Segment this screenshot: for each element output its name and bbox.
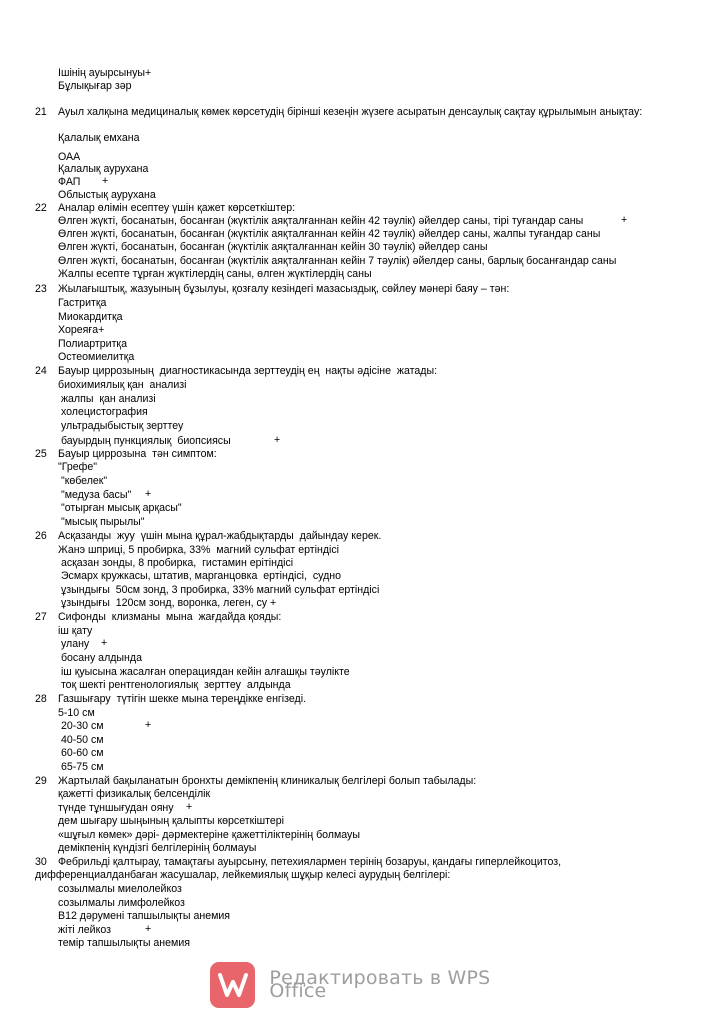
answer-option: қажетті физикалық белсенділік — [58, 788, 211, 800]
question-number: 23 — [35, 283, 47, 295]
wps-logo-icon — [210, 962, 255, 1008]
answer-option: ұзындығы 120см зонд, воронка, леген, су + — [58, 597, 277, 609]
correct-mark: + — [101, 637, 108, 649]
answer-option: ФАП — [58, 176, 81, 188]
question-number: 27 — [35, 611, 47, 623]
question-number: 28 — [35, 693, 47, 705]
question-text: Сифонды клизманы мына жағдайда қояды: — [58, 611, 282, 623]
wps-logo-glyph — [216, 970, 250, 1000]
answer-option: жіті лейкоз — [58, 924, 111, 936]
correct-mark: + — [274, 434, 281, 446]
question-text-continued: дифференциалданбаған жасушалар, лейкемиялық шұқыр келесі аурудың белгілері: — [35, 869, 451, 881]
wps-edit-link[interactable]: Редактировать в WPS Office — [269, 967, 491, 1002]
answer-option: «шұғыл көмек» дәрі- дәрмектеріне қажеттіліктерінің болмауы — [58, 829, 360, 841]
answer-option: босану алдында — [58, 652, 142, 664]
answer-option: улану — [58, 638, 90, 650]
answer-option: Өлген жүкті, босанатын, босанған (жүктілік аяқталғаннан кейін 42 тәулік) әйелдер саны, тірі туғандар саны — [58, 215, 584, 227]
question-number: 21 — [35, 106, 47, 118]
answer-option: "отырған мысық арқасы" — [58, 502, 182, 514]
answer-option: Миокардитқа — [58, 311, 123, 323]
question-text: Бауыр циррозына тән симптом: — [58, 448, 217, 460]
answer-option: "көбелек" — [58, 475, 108, 487]
question-number: 30 — [35, 856, 47, 868]
answer-option: Өлген жүкті, босанатын, босанған (жүктілік аяқталғаннан кейін 42 тәулік) әйелдер саны, жалпы туғандар саны — [58, 228, 601, 240]
answer-option: ультрадыбыстық зерттеу — [58, 420, 184, 432]
answer-option: 60-60 см — [58, 747, 104, 759]
answer-option: ұзындығы 50см зонд, 3 пробирка, 33% магний сульфат ертіндісі — [58, 584, 380, 596]
answer-option: түнде тұншығудан ояну — [58, 802, 174, 814]
question-text: Газшығару түтігін шекке мына тереңдікке енгізеді. — [58, 693, 307, 705]
question-number: 22 — [35, 202, 47, 214]
answer-option: 5-10 см — [58, 707, 95, 719]
question-number: 26 — [35, 530, 47, 542]
answer-option: дем шығару шыңының қалыпты көрсеткіштері — [58, 815, 284, 827]
correct-mark: + — [186, 801, 193, 813]
answer-option: Полиартритқа — [58, 338, 127, 350]
answer-option: 40-50 см — [58, 734, 104, 746]
question-number: 24 — [35, 365, 47, 377]
answer-option: Остеомиелитқа — [58, 351, 135, 363]
question-text: Жартылай бақыланатын бронхты демікпенің клиникалық белгілері болып табылады: — [58, 775, 477, 787]
answer-option: созылмалы миелолейкоз — [58, 883, 182, 895]
answer-option: Гастритқа — [58, 297, 107, 309]
answer-option: бауырдың пункциялық биопсиясы — [58, 435, 231, 447]
answer-option: Қалалық емхана — [58, 132, 140, 144]
answer-option: 65-75 см — [58, 761, 104, 773]
answer-option: биохимиялық қан анализі — [58, 379, 187, 391]
answer-option: Облыстық аурухана — [58, 189, 156, 201]
wps-edit-banner[interactable] — [210, 962, 550, 1008]
answer-option: іш қуысына жасалған операциядан кейін алғашқы тәулікте — [58, 666, 350, 678]
answer-option: Жанэ шприці, 5 пробирка, 33% магний сульфат ертіндісі — [58, 544, 340, 556]
question-text: Жылағыштық, жазуының бұзылуы, қозғалу кезіндегі мазасыздық, сөйлеу мәнері баяу – тән: — [58, 283, 510, 295]
answer-option: демікпенің күндізгі белгілерінің болмауы — [58, 842, 257, 854]
question-text: Асқазанды жуу үшін мына құрал-жабдықтарды дайындау керек. — [58, 530, 382, 542]
question-number: 25 — [35, 448, 47, 460]
answer-option: "Грефе" — [58, 461, 98, 473]
answer-option: ОАА — [58, 151, 81, 163]
correct-mark: + — [145, 923, 152, 935]
answer-option: "медуза басы" — [58, 489, 132, 501]
correct-mark: + — [621, 214, 628, 226]
answer-option: Өлген жүкті, босанатын, босанған (жүктілік аяқталғаннан кейін 30 тәулік) әйелдер саны — [58, 241, 488, 253]
answer-option: тоқ шекті рентгенологиялық зерттеу алдында — [58, 679, 291, 691]
answer-option: Хореяға+ — [58, 324, 105, 336]
answer-option: темір тапшылықты анемия — [58, 937, 190, 949]
header-line: Ішінің ауырсынуы+ — [58, 67, 152, 79]
answer-option: Эсмарх кружкасы, штатив, марганцовка ертіндісі, судно — [58, 570, 342, 582]
answer-option: іш қату — [58, 625, 93, 637]
answer-option: В12 дәрумені тапшылықты анемия — [58, 910, 231, 922]
header-line: Бұлықығар зәр — [58, 80, 132, 92]
question-text: Аналар өлімін есептеу үшін қажет көрсеткіштер: — [58, 202, 296, 214]
answer-option: "мысық пырылы" — [58, 516, 145, 528]
answer-option: холецистография — [58, 406, 148, 418]
correct-mark: + — [145, 719, 152, 731]
answer-option: Жалпы есепте тұрған жүктілердің саны, өлген жүктілердің саны — [58, 268, 372, 280]
answer-option: 20-30 см — [58, 720, 104, 732]
question-number: 29 — [35, 775, 47, 787]
answer-option: созылмалы лимфолейкоз — [58, 897, 185, 909]
correct-mark: + — [102, 175, 109, 187]
answer-option: асқазан зонды, 8 пробирка, гистамин ерітіндісі — [58, 557, 294, 569]
answer-option: Қалалық аурухана — [58, 163, 149, 175]
answer-option: жалпы қан анализі — [58, 393, 156, 405]
question-text: Фебрильді қалтырау, тамақтағы ауырсыну, петехиялармен терінің бозаруы, қандағы гиперлейкоцитоз, — [58, 856, 562, 868]
correct-mark: + — [145, 488, 152, 500]
question-text: Ауыл халқына медициналық көмек көрсетудің бірінші кезеңін жүзеге асыратын денсаулық сақтау құрылымын анықтау: — [58, 106, 643, 118]
answer-option: Өлген жүкті, босанатын, босанған (жүктілік аяқталғаннан кейін 7 тәулік) әйелдер саны, барлық босанғандар саны — [58, 255, 617, 267]
question-text: Бауыр циррозының диагностикасында зерттеудің ең нақты әдісіне жатады: — [58, 365, 438, 377]
